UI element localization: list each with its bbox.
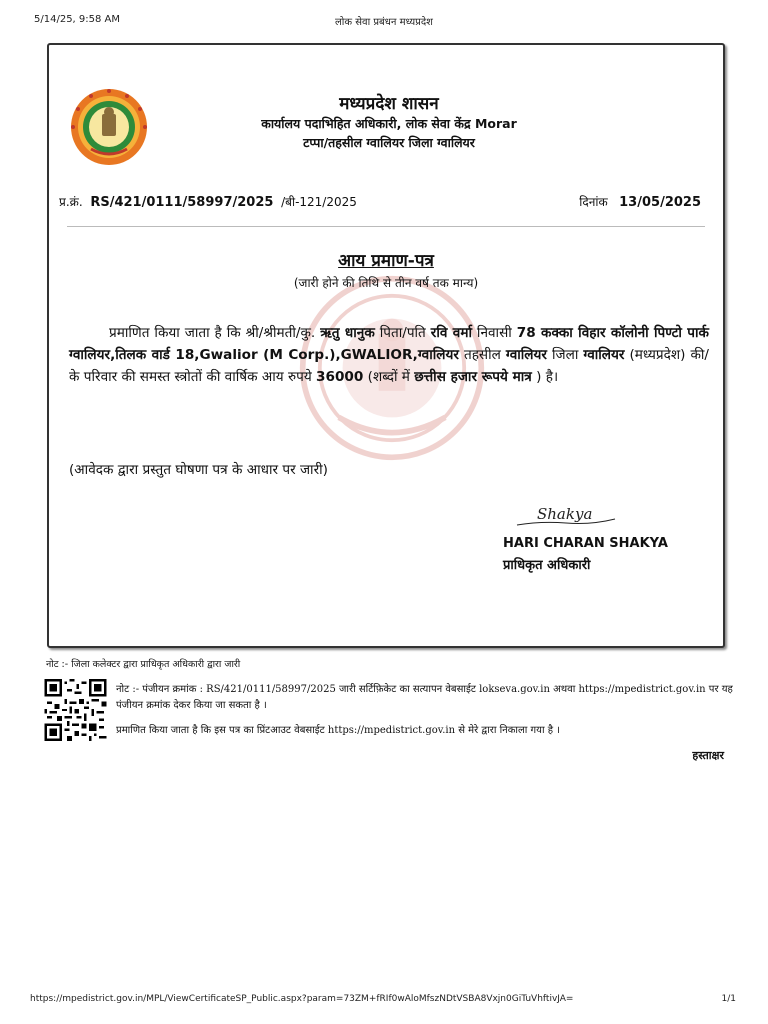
page-indicator: 1/1: [721, 994, 736, 1004]
date-label: दिनांक: [579, 195, 608, 209]
certificate-title: आय प्रमाण-पत्र: [338, 251, 434, 271]
body-text-1: प्रमाणित किया जाता है कि श्री/श्रीमती/कु.: [109, 325, 321, 341]
org-line-3: टप्पा/तहसील ग्वालियर जिला ग्वालियर: [303, 135, 475, 150]
body-text-8: ) है।: [531, 369, 559, 385]
reference-label: प्र.क्रं.: [59, 195, 83, 209]
body-text-4: तहसील: [458, 347, 506, 363]
officer-signature: [511, 497, 621, 535]
header-divider: [67, 226, 705, 227]
print-url: https://mpedistrict.gov.in/MPL/ViewCertificateSP_Public.aspx?param=73ZM+fRIf0wAloMfszNDtVSBA8Vxjn0GiTuVhftivJA=: [30, 994, 574, 1004]
income-amount-words: छत्तीस हजार रूपये मात्र: [414, 369, 532, 385]
signature-label: हस्ताक्षर: [692, 749, 724, 762]
income-amount: 36000: [316, 369, 364, 385]
district: ग्वालियर: [583, 347, 625, 363]
date-line: [579, 193, 701, 210]
certificate-frame: [47, 43, 725, 648]
officer-name: HARI CHARAN SHAKYA: [503, 536, 668, 551]
tehsil: ग्वालियर: [505, 347, 547, 363]
reference-line: [59, 193, 357, 210]
certificate-body: [69, 322, 709, 388]
reference-suffix: /बी-121/2025: [281, 195, 357, 209]
declaration-note: (आवेदक द्वारा प्रस्तुत घोषणा पत्र के आधार पर जारी): [69, 462, 328, 478]
org-line-2: कार्यालय पदाभिहित अधिकारी, लोक सेवा केंद्र Morar: [261, 116, 517, 131]
father-name: रवि वर्मा: [430, 325, 472, 341]
reference-number: RS/421/0111/58997/2025: [90, 195, 274, 210]
verification-note: नोट :- पंजीयन क्रमांक : RS/421/0111/58997/2025 जारी सर्टिफ़िकेट का सत्यापन वेबसाईट lokseva.gov.in अथवा https://mpedistrict.gov.in पर यह पंजीयन क्रमांक देकर किया जा सकता है ।: [116, 684, 733, 711]
collector-note: नोट :- जिला कलेक्टर द्वारा प्राधिकृत अधिकारी द्वारा जारी: [46, 659, 241, 670]
printout-note: प्रमाणित किया जाता है कि इस पत्र का प्रिंटआउट वेबसाईट https://mpedistrict.gov.in से मेरे द्वारा निकाला गया है ।: [116, 725, 561, 736]
body-text-6: (मध्यप्रदेश) की/के परिवार की समस्त स्त्रोतों की वार्षिक आय रुपये: [69, 347, 709, 385]
address: 78 कक्का विहार कॉलोनी पिण्टो पार्क ग्वालियर,तिलक वार्ड 18,Gwalior (M Corp.),GWALIOR,ग्वालियर: [69, 325, 709, 363]
holder-name: ऋतु धानुक: [320, 325, 375, 341]
body-text-3: निवासी: [471, 325, 517, 341]
org-line-1: मध्यप्रदेश शासन: [339, 94, 439, 114]
body-text-7: (शब्दों में: [363, 369, 415, 385]
body-text-5: जिला: [546, 347, 584, 363]
officer-designation: प्राधिकृत अधिकारी: [503, 558, 591, 573]
print-page-title: लोक सेवा प्रबंधन मध्यप्रदेश: [335, 17, 433, 28]
svg-text:Shakya: Shakya: [537, 505, 593, 523]
body-text-2: पिता/पति: [374, 325, 431, 341]
madhya-pradesh-emblem-icon: [69, 87, 149, 167]
qr-code-icon: [43, 679, 108, 741]
date-value: 13/05/2025: [619, 195, 701, 210]
certificate-validity: (जारी होने की तिथि से तीन वर्ष तक मान्य): [293, 276, 479, 290]
print-datetime: 5/14/25, 9:58 AM: [34, 14, 121, 25]
